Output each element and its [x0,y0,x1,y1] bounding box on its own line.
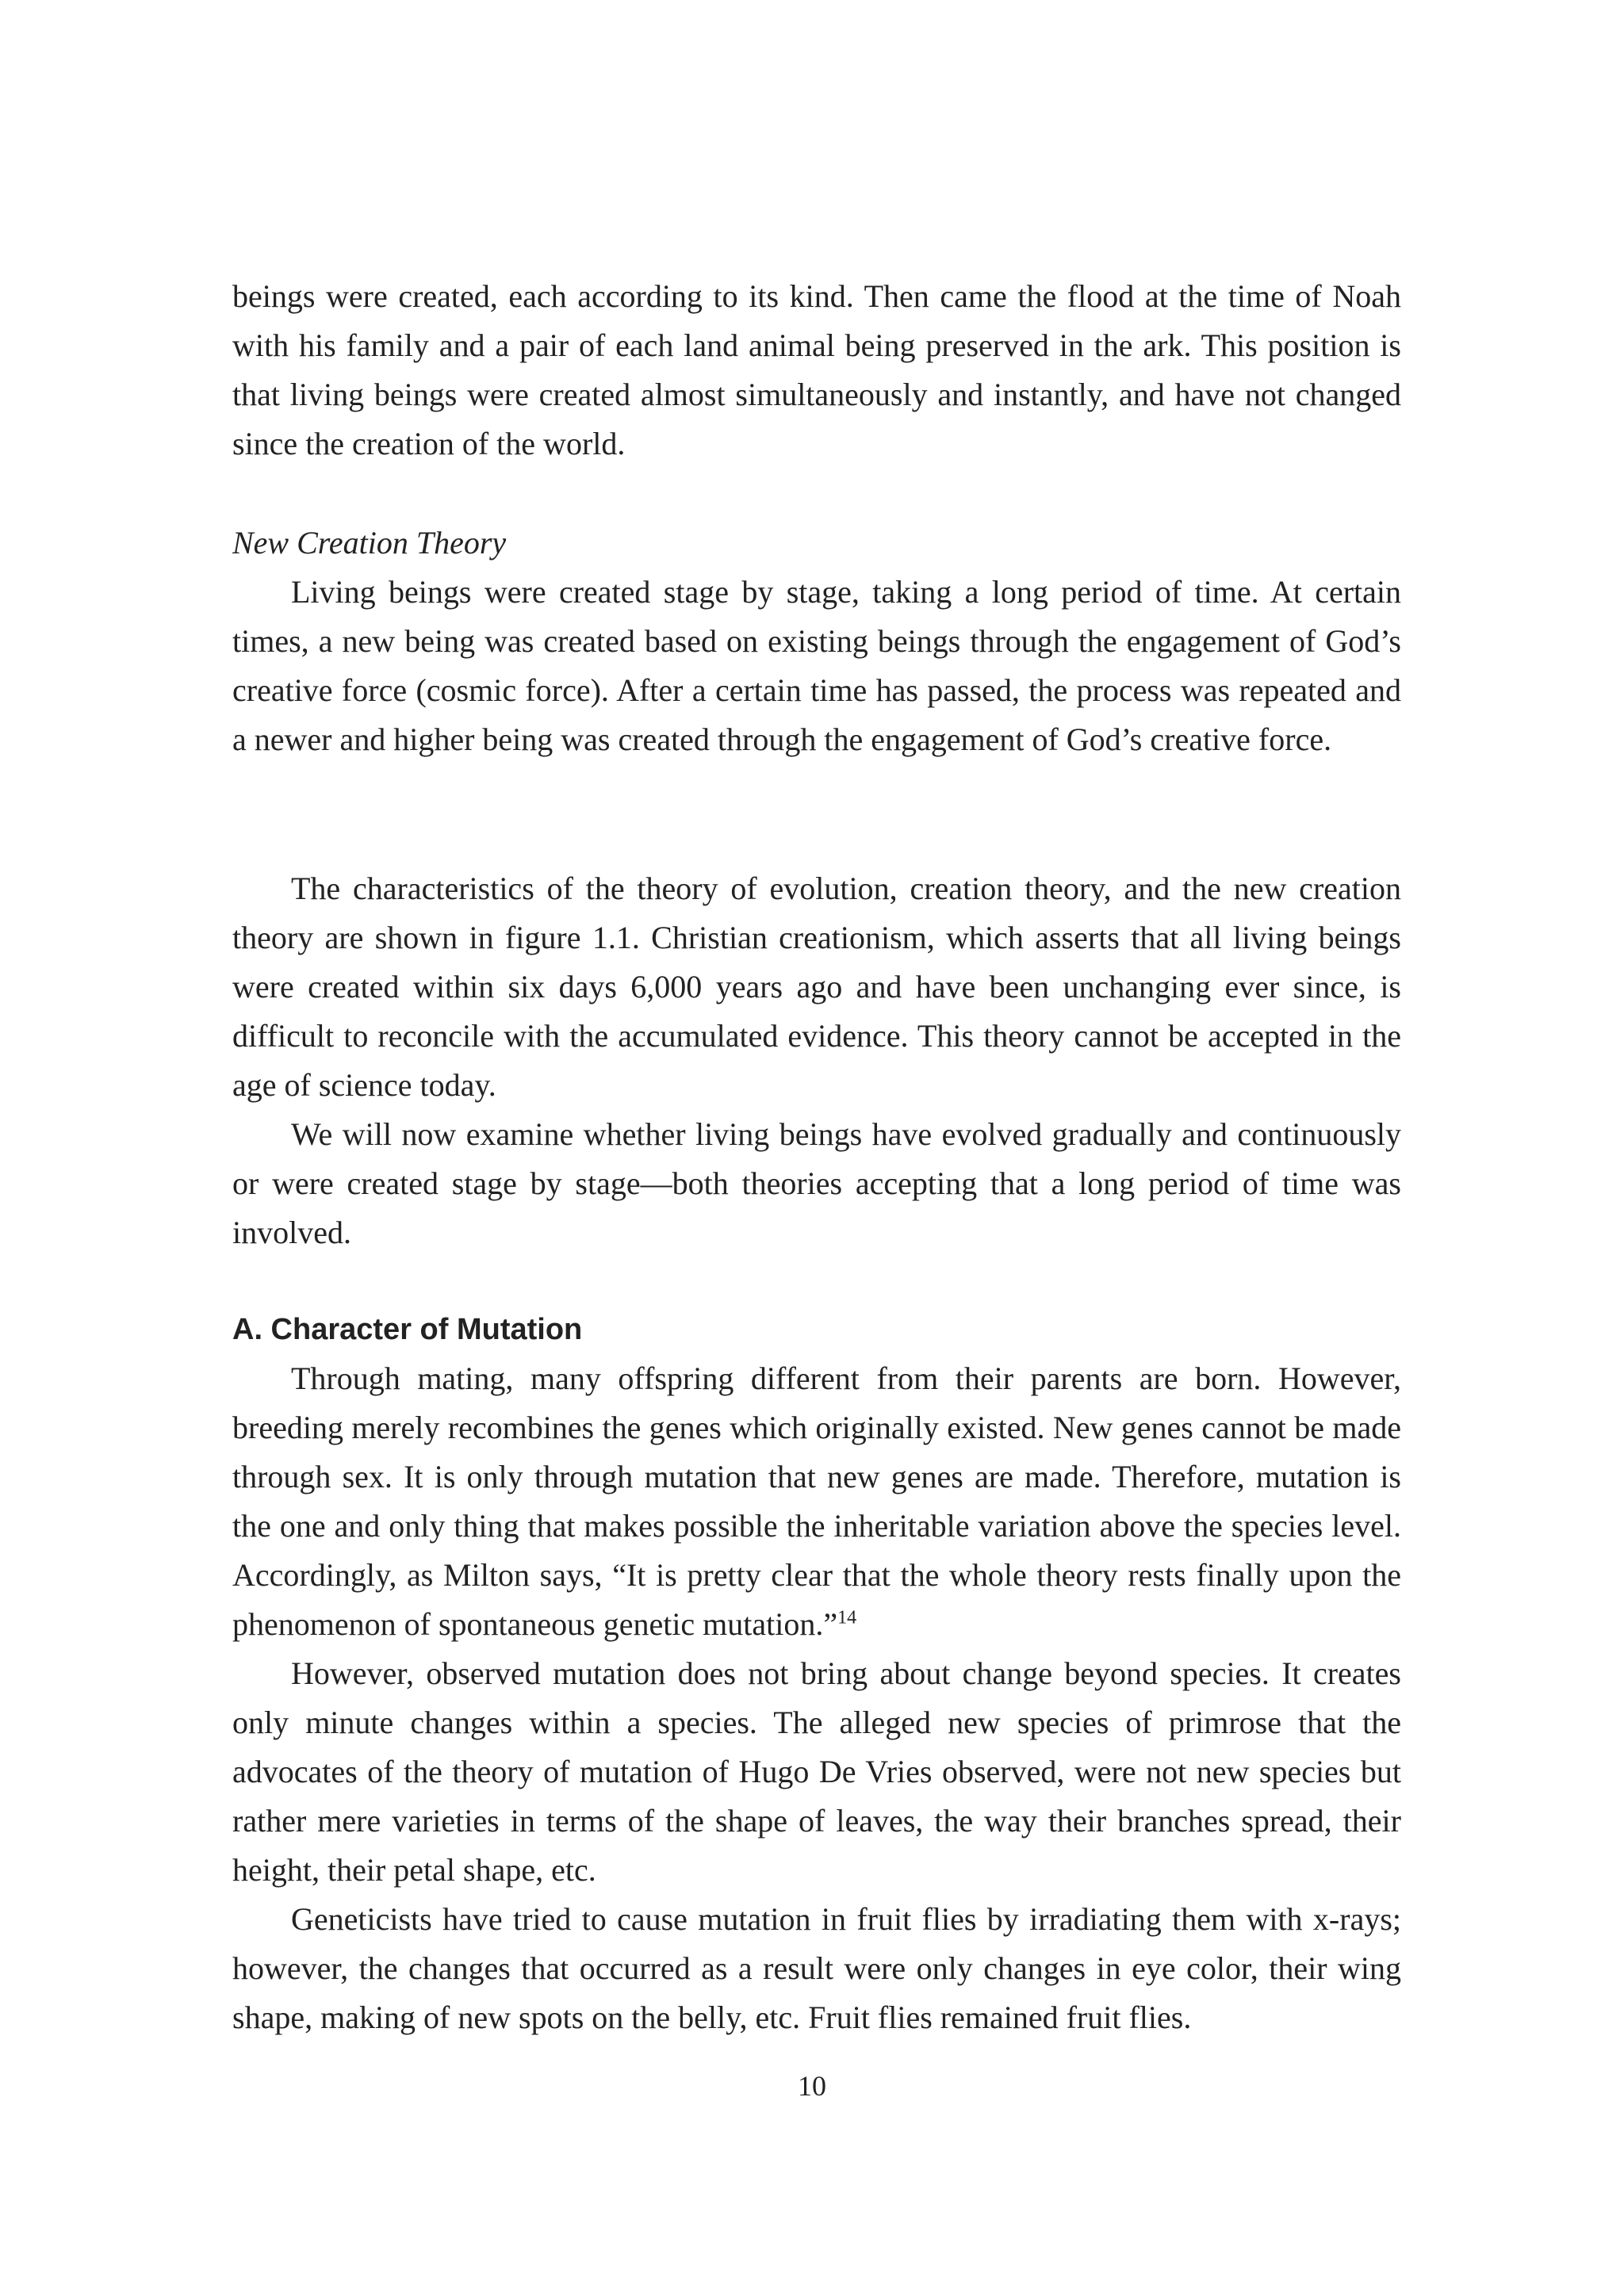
paragraph-mutation-body [232,1354,1401,2042]
paragraph-text: Living beings were created stage by stage, taking a long period of time. At certain times, a new being was created based on existing beings through the engagement of God’s creative force (cosmic force). After a certain time has passed, the process was repeated and a newer and higher being was created through the engagement of God’s creative force. [232,574,1401,757]
paragraph-text-main: Through mating, many offspring different from their parents are born. However, breeding merely recombines the genes which originally existed. New genes cannot be made through sex. It is only through mutation that new genes are made. Therefore, mutation is the one and only thing that makes possible the inheritable variation above the species level. Accordingly, as Milton says, “It is pretty clear that the whole theory rests finally upon the phenomenon of spontaneous genetic mutation.” [232,1360,1401,1642]
paragraph-text: Geneticists have tried to cause mutation in fruit flies by irradiating them with x-rays; however, the changes that occurred as a result were only changes in eye color, their wing shape, making of new spots on the belly, etc. Fruit flies remained fruit flies. [232,1901,1401,2035]
section-heading-character-of-mutation: A. Character of Mutation [232,1313,583,1346]
paragraph-text: beings were created, each according to its kind. Then came the flood at the time of Noah with his family and a pair of each land animal being preserved in the ark. This position is that living beings were created almost simultaneously and instantly, and have not changed since the creation of the world. [232,278,1401,461]
paragraph-characteristics [232,864,1401,1257]
paragraph-new-creation-theory [232,568,1401,764]
page-number: 10 [798,2070,826,2102]
paragraph-text: We will now examine whether living beings have evolved gradually and continuously or were created stage by stage—both theories accepting that a long period of time was involved. [232,1116,1401,1250]
paragraph-text: However, observed mutation does not bring about change beyond species. It creates only minute changes within a species. The alleged new species of primrose that the advocates of the theory of mutation of Hugo De Vries observed, were not new species but rather mere varieties in terms of the shape of leaves, the way their branches spread, their height, their petal shape, etc. [232,1655,1401,1888]
paragraph-text [232,1354,1401,1649]
paragraph-text: The characteristics of the theory of evolution, creation theory, and the new creation theory are shown in figure 1.1. Christian creationism, which asserts that all living beings were created within six days 6,000 years ago and have been unchanging ever since, is difficult to reconcile with the accumulated evidence. This theory cannot be accepted in the age of science today. [232,871,1401,1103]
paragraph-creation-theory-end [232,272,1401,469]
footnote-reference: 14 [837,1607,857,1628]
subheading-new-creation-theory: New Creation Theory [232,525,507,561]
